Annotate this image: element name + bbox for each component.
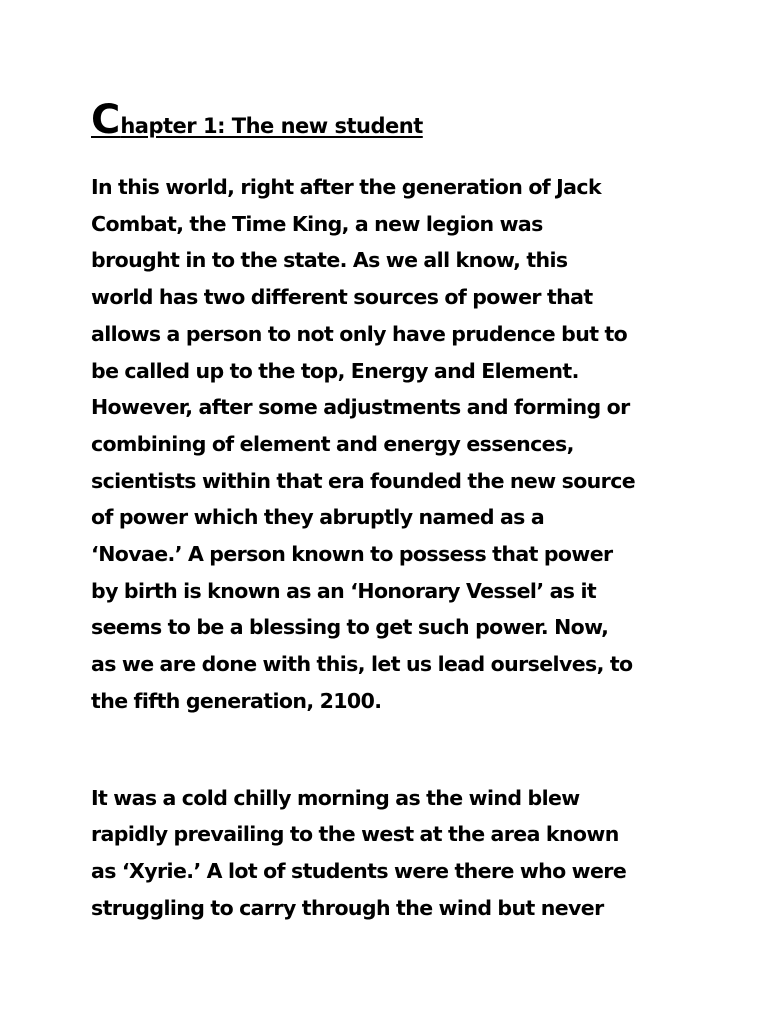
text-line: of power which they abruptly named as a xyxy=(91,505,545,530)
chapter-title xyxy=(91,97,691,146)
text-line: brought in to the state. As we all know, this xyxy=(91,248,568,273)
text-line: Combat, the Time King, a new legion was xyxy=(91,211,543,236)
text-line: struggling to carry through the wind but never xyxy=(91,895,604,920)
text-line: scientists within that era founded the new source xyxy=(91,468,636,493)
text-line: world has two different sources of power that xyxy=(91,285,593,310)
paragraph-intro xyxy=(91,169,691,720)
document-page xyxy=(91,97,691,926)
text-line: be called up to the top, Energy and Element. xyxy=(91,358,579,383)
chapter-title-drop-cap: C xyxy=(91,97,121,143)
text-line: However, after some adjustments and forming or xyxy=(91,395,630,420)
text-line: as ‘Xyrie.’ A lot of students were there who were xyxy=(91,858,627,883)
text-line: seems to be a blessing to get such power. Now, xyxy=(91,615,609,640)
text-line: as we are done with this, let us lead ourselves, to xyxy=(91,652,633,677)
text-line: It was a cold chilly morning as the wind blew xyxy=(91,785,580,810)
paragraph-story xyxy=(91,780,691,927)
text-line: by birth is known as an ‘Honorary Vessel’ as it xyxy=(91,578,597,603)
chapter-title-text: hapter 1: The new student xyxy=(120,114,423,138)
text-line: In this world, right after the generation of Jack xyxy=(91,175,602,199)
text-line: combining of element and energy essences, xyxy=(91,431,574,456)
text-line: ‘Novae.’ A person known to possess that power xyxy=(91,542,613,567)
text-line: allows a person to not only have prudence but to xyxy=(91,321,628,346)
text-line: the fifth generation, 2100. xyxy=(91,688,382,713)
text-line: rapidly prevailing to the west at the area known xyxy=(91,822,619,847)
